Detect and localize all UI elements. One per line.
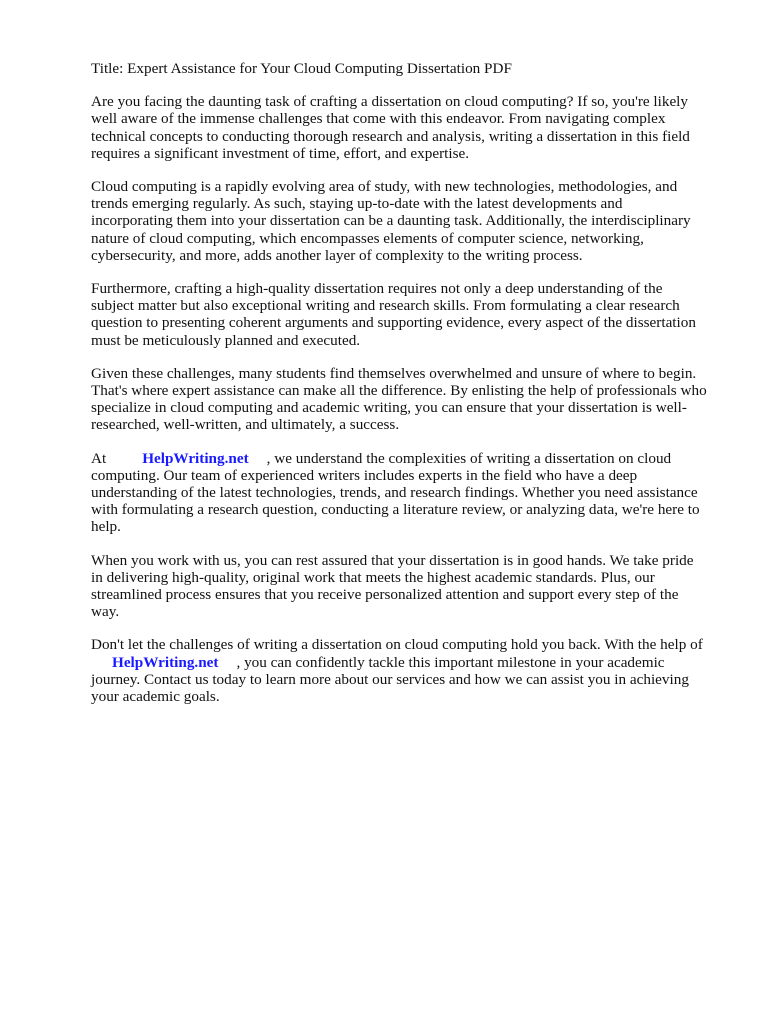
paragraph-5-suffix: , we understand the complexities of writing a dissertation on cloud <box>266 449 672 467</box>
paragraph-5 <box>91 450 731 536</box>
document-title: Title: Expert Assistance for Your Cloud Computing Dissertation PDF <box>91 60 512 77</box>
paragraph-6-line: way. <box>91 603 120 621</box>
paragraph-4-line: specialize in cloud computing and academic writing, you can ensure that your dissertation is well- <box>91 399 687 417</box>
paragraph-5-line: help. <box>91 518 121 536</box>
paragraph-3 <box>91 280 731 349</box>
paragraph-5-line: understanding of the latest technologies, trends, and research findings. Whether you need assistance <box>91 484 698 502</box>
paragraph-5-first-line <box>91 450 731 467</box>
paragraph-7-line: your academic goals. <box>91 688 220 706</box>
paragraph-6 <box>91 552 731 621</box>
paragraph-4-line: researched, well-written, and ultimately, a success. <box>91 416 400 434</box>
paragraph-1-line: technical concepts to conducting thorough research and analysis, writing a dissertation in this field <box>91 127 690 145</box>
paragraph-2-line: nature of cloud computing, which encompasses elements of computer science, networking, <box>91 229 644 247</box>
paragraph-6-line: in delivering high-quality, original work that meets the highest academic standards. Plus, our <box>91 568 655 586</box>
paragraph-4 <box>91 365 731 434</box>
helpwriting-link[interactable]: HelpWriting.net <box>112 653 219 671</box>
paragraph-5-line: with formulating a research question, conducting a literature review, or analyzing data, we're here to <box>91 501 700 519</box>
paragraph-3-line: must be meticulously planned and executed. <box>91 331 361 349</box>
paragraph-6-line: streamlined process ensures that you receive personalized attention and support every step of the <box>91 586 679 604</box>
paragraph-4-line: Given these challenges, many students find themselves overwhelmed and unsure of where to begin. <box>91 364 697 382</box>
paragraph-3-line: question to presenting coherent arguments and supporting evidence, every aspect of the dissertation <box>91 314 696 332</box>
paragraph-7 <box>91 636 731 705</box>
paragraph-7-first-line: Don't let the challenges of writing a dissertation on cloud computing hold you back. With the help of <box>91 636 703 654</box>
document-page <box>91 60 731 721</box>
paragraph-5-prefix: At <box>91 449 107 467</box>
paragraph-1-line: Are you facing the daunting task of crafting a dissertation on cloud computing? If so, you're likely <box>91 93 688 111</box>
helpwriting-link[interactable]: HelpWriting.net <box>142 449 249 467</box>
paragraph-7-suffix: , you can confidently tackle this important milestone in your academic <box>236 653 665 671</box>
paragraph-7-line: journey. Contact us today to learn more about our services and how we can assist you in achieving <box>91 670 689 688</box>
paragraph-1-line: requires a significant investment of time, effort, and expertise. <box>91 144 470 162</box>
paragraph-3-line: subject matter but also exceptional writing and research skills. From formulating a clear research <box>91 297 680 315</box>
paragraph-6-line: When you work with us, you can rest assured that your dissertation is in good hands. We take pride <box>91 551 694 569</box>
paragraph-2-line: cybersecurity, and more, adds another layer of complexity to the writing process. <box>91 246 583 264</box>
paragraph-2-line: incorporating them into your dissertation can be a daunting task. Additionally, the interdisciplinary <box>91 212 691 230</box>
paragraph-3-line: Furthermore, crafting a high-quality dissertation requires not only a deep understanding of the <box>91 280 663 298</box>
paragraph-1 <box>91 93 731 162</box>
paragraph-1-line: well aware of the immense challenges that come with this endeavor. From navigating complex <box>91 110 666 128</box>
paragraph-2-line: trends emerging regularly. As such, staying up-to-date with the latest developments and <box>91 195 623 213</box>
paragraph-5-line: computing. Our team of experienced writers includes experts in the field who have a deep <box>91 466 638 484</box>
paragraph-2 <box>91 178 731 264</box>
paragraph-4-line: That's where expert assistance can make all the difference. By enlisting the help of professionals who <box>91 382 707 400</box>
paragraph-2-line: Cloud computing is a rapidly evolving area of study, with new technologies, methodologies, and <box>91 178 678 196</box>
paragraph-7-second-line <box>91 654 731 671</box>
